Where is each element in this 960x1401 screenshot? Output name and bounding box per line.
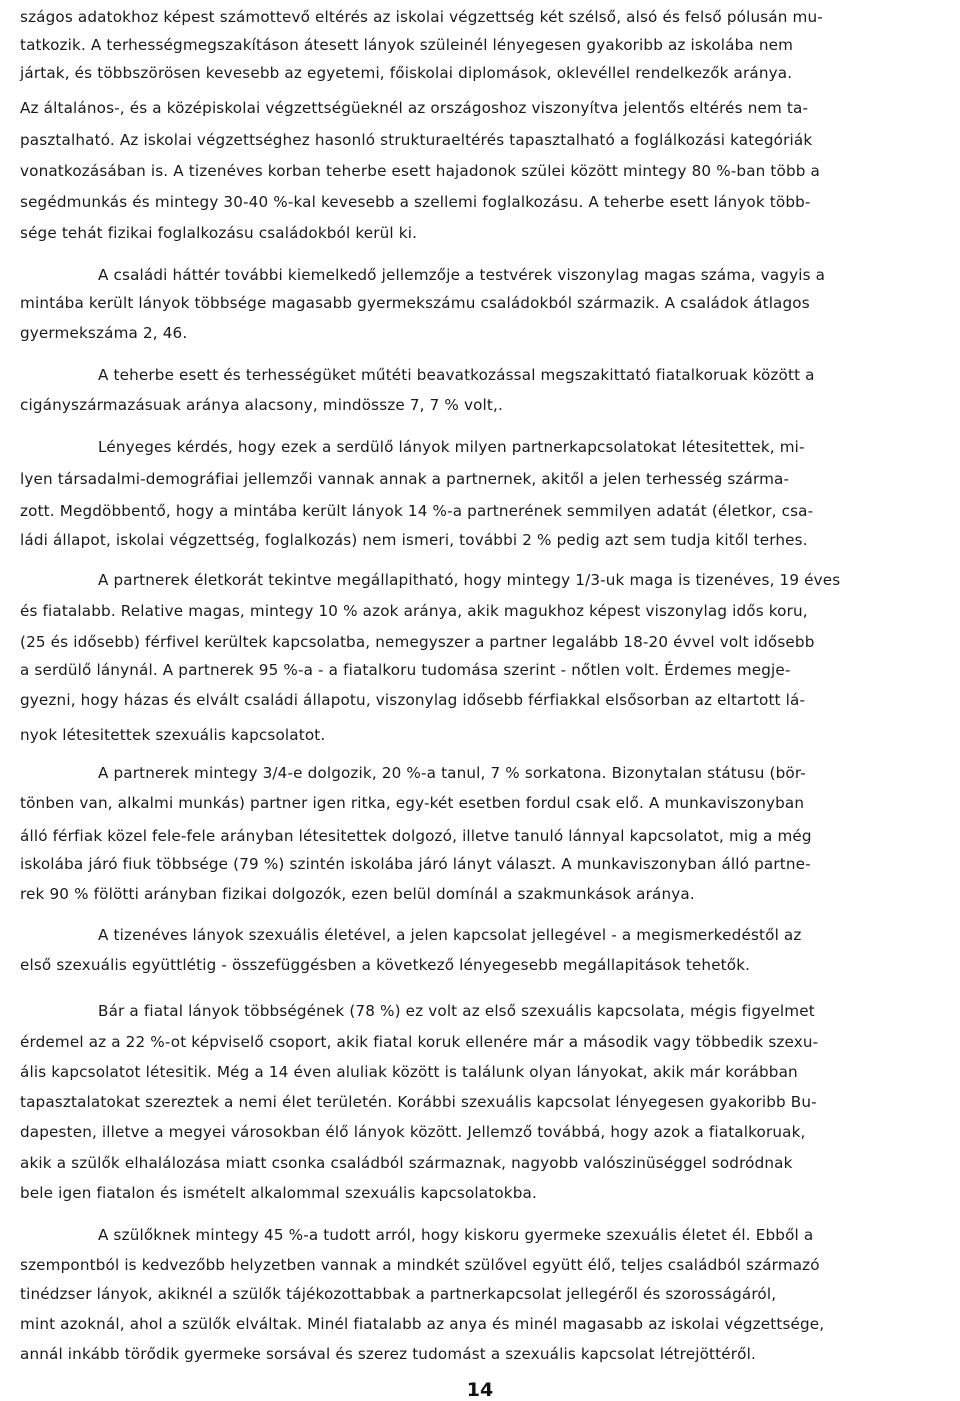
text-line: zott. Megdöbbentő, hogy a mintába került lányok 14 %-a partnerének semmilyen adatát (életkor, csa- <box>20 502 814 520</box>
text-line: sége tehát fizikai foglalkozásu családokból kerül ki. <box>20 224 418 242</box>
text-line: mint azoknál, ahol a szülők elváltak. Minél fiatalabb az anya és minél magasabb az iskolai végzettsége, <box>20 1315 825 1333</box>
text-line: első szexuális együttlétig - összefüggésben a következő lényegesebb megállapitások tehetők. <box>20 956 751 974</box>
text-line: tapasztalatokat szereztek a nemi élet területén. Korábbi szexuális kapcsolat lényegesen gyakoribb Bu- <box>20 1093 817 1111</box>
text-line: a serdülő lánynál. A partnerek 95 %-a - a fiatalkoru tudomása szerint - nőtlen volt. Érdemes megje- <box>20 661 791 679</box>
text-line: pasztalható. Az iskolai végzettséghez hasonló strukturaeltérés tapasztalható a foglálkozási kategóriák <box>20 131 813 149</box>
text-line: és fiatalabb. Relative magas, mintegy 10 % azok aránya, akik magukhoz képest viszonylag idős koru, <box>20 602 808 620</box>
text-line: akik a szülők elhalálozása miatt csonka családból származnak, nagyobb valószinüséggel sodródnak <box>20 1154 793 1172</box>
text-line: szempontból is kedvezőbb helyzetben vannak a mindkét szülővel együtt élő, teljes családból származó <box>20 1256 820 1274</box>
text-line: érdemel az a 22 %-ot képviselő csoport, akik fiatal koruk ellenére már a második vagy többedik szexu- <box>20 1033 819 1051</box>
text-line: ális kapcsolatot létesitik. Még a 14 éven aluliak között is találunk olyan lányokat, akik már korábban <box>20 1063 798 1081</box>
text-line: gyezni, hogy házas és elvált családi állapotu, viszonylag idősebb férfiakkal elsősorban az eltartott lá- <box>20 691 806 709</box>
text-line: A teherbe esett és terhességüket műtéti beavatkozással megszakittató fiatalkoruak között a <box>98 366 815 384</box>
text-line: mintába került lányok többsége magasabb gyermekszámu családokból származik. A családok átlagos <box>20 294 810 312</box>
page-number: 14 <box>466 1379 494 1401</box>
text-line: A partnerek életkorát tekintve megállapitható, hogy mintegy 1/3-uk maga is tizenéves, 19 éves <box>98 571 841 589</box>
text-line: álló férfiak közel fele-fele arányban létesitettek dolgozó, illetve tanuló lánnyal kapcsolatot, mig a még <box>20 827 812 845</box>
text-line: tinédzser lányok, akiknél a szülők tájékozottabbak a partnerkapcsolat jellegéről és szorosságáról, <box>20 1285 777 1303</box>
text-line: Lényeges kérdés, hogy ezek a serdülő lányok milyen partnerkapcsolatokat létesitettek, mi- <box>98 438 805 456</box>
text-line: Bár a fiatal lányok többségének (78 %) ez volt az első szexuális kapcsolata, mégis figyelmet <box>98 1002 815 1020</box>
text-line: segédmunkás és mintegy 30-40 %-kal kevesebb a szellemi foglalkozásu. A teherbe esett lányok több- <box>20 193 811 211</box>
text-line: iskolába járó fiuk többsége (79 %) szintén iskolába járó lányt választ. A munkaviszonyban álló partne- <box>20 855 811 873</box>
text-line: ládi állapot, iskolai végzettség, foglalkozás) nem ismeri, további 2 % pedig azt sem tudja kitől terhes. <box>20 531 808 549</box>
text-line: nyok létesitettek szexuális kapcsolatot. <box>20 726 326 744</box>
text-line: dapesten, illetve a megyei városokban élő lányok között. Jellemző továbbá, hogy azok a fiatalkoruak, <box>20 1123 806 1141</box>
text-line: bele igen fiatalon és ismételt alkalommal szexuális kapcsolatokba. <box>20 1184 537 1202</box>
text-line: lyen társadalmi-demográfiai jellemzői vannak annak a partnernek, akitől a jelen terhesség szárma- <box>20 470 790 488</box>
text-line: cigányszármazásuak aránya alacsony, mindössze 7, 7 % volt,. <box>20 396 503 414</box>
text-line: vonatkozásában is. A tizenéves korban teherbe esett hajadonok szülei között mintegy 80 %-ban több a <box>20 162 820 180</box>
text-line: A tizenéves lányok szexuális életével, a jelen kapcsolat jellegével - a megismerkedéstől az <box>98 926 802 944</box>
text-line: szágos adatokhoz képest számottevő eltérés az iskolai végzettség két szélső, alsó és felső pólusán mu- <box>20 8 823 26</box>
text-line: tönben van, alkalmi munkás) partner igen ritka, egy-két esetben fordul csak elő. A munkaviszonyban <box>20 794 805 812</box>
text-line: A családi háttér további kiemelkedő jellemzője a testvérek viszonylag magas száma, vagyis a <box>98 266 826 284</box>
text-line: gyermekszáma 2, 46. <box>20 324 188 342</box>
text-line: annál inkább törődik gyermeke sorsával és szerez tudomást a szexuális kapcsolat létrejöttéről. <box>20 1345 756 1363</box>
text-line: rek 90 % fölötti arányban fizikai dolgozók, ezen belül domínál a szakmunkások aránya. <box>20 885 695 903</box>
text-line: Az általános-, és a középiskolai végzettségüeknél az országoshoz viszonyítva jelentős eltérés nem ta- <box>20 99 809 117</box>
text-line: A szülőknek mintegy 45 %-a tudott arról, hogy kiskoru gyermeke szexuális életet él. Ebből a <box>98 1226 814 1244</box>
text-line: jártak, és többszörösen kevesebb az egyetemi, főiskolai diplomások, oklevéllel rendelkezők aránya. <box>20 64 793 82</box>
text-line: A partnerek mintegy 3/4-e dolgozik, 20 %-a tanul, 7 % sorkatona. Bizonytalan státusu (bör- <box>98 764 806 782</box>
text-line: tatkozik. A terhességmegszakításon átesett lányok szüleinél lényegesen gyakoribb az iskolába nem <box>20 36 794 54</box>
text-line: (25 és idősebb) férfivel kerültek kapcsolatba, nemegyszer a partner legalább 18-20 évvel volt idősebb <box>20 633 815 651</box>
